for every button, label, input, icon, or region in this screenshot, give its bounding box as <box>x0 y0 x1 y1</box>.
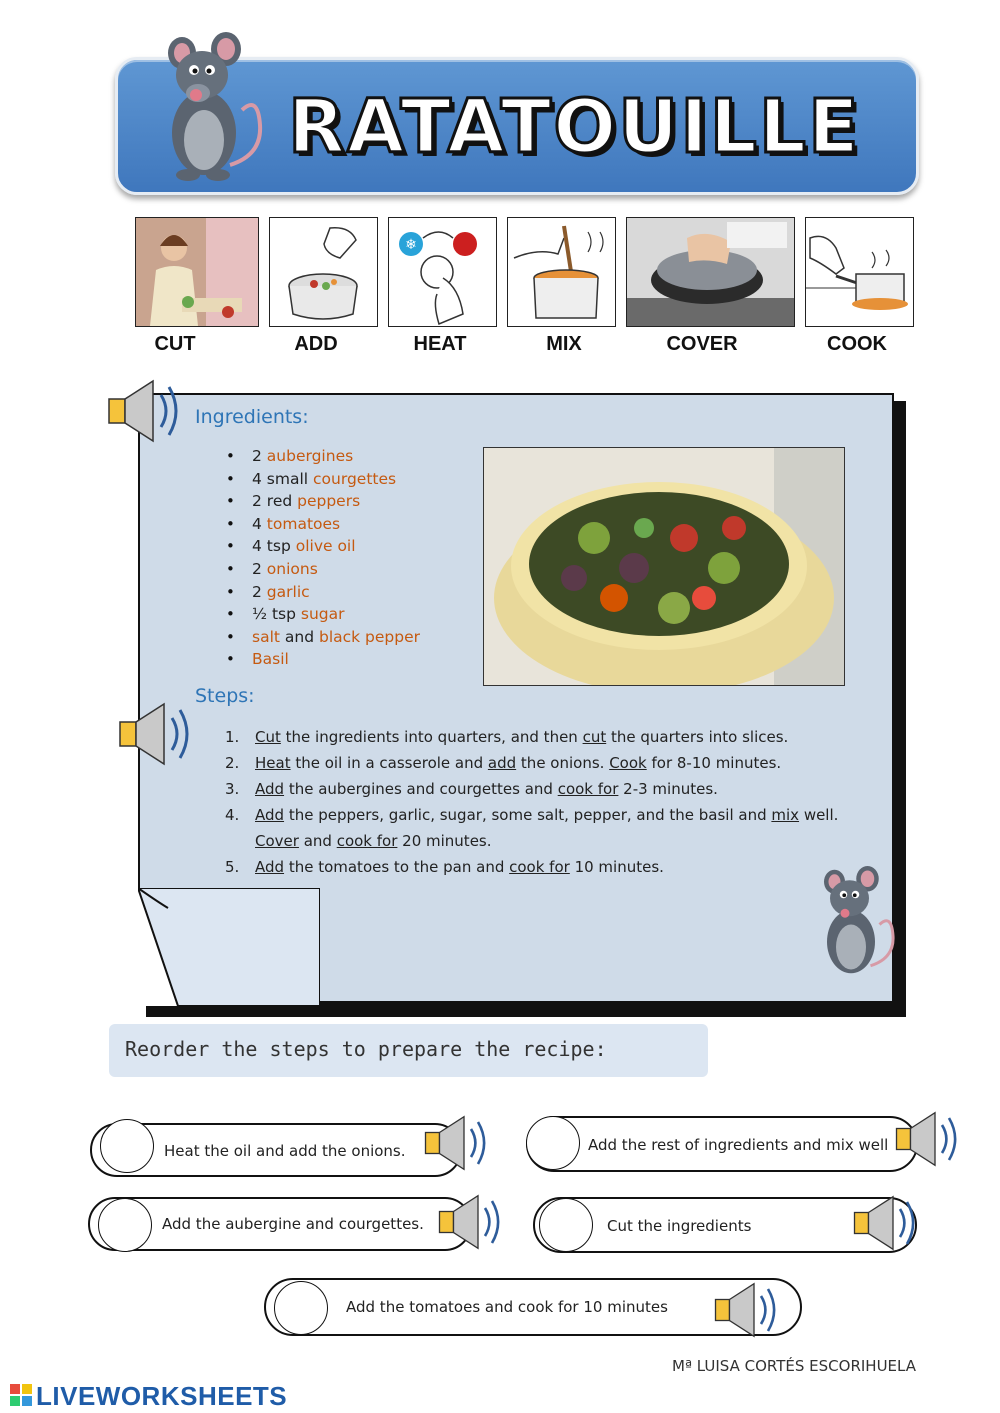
step-text: 10 minutes. <box>569 858 664 876</box>
cooking-verb: Cover <box>255 832 299 850</box>
list-item: • 4 tomatoes <box>226 513 486 536</box>
step-text: the ingredients into quarters, and then <box>280 728 583 746</box>
page-curl-corner <box>138 888 320 1006</box>
list-item: • 2 red peppers <box>226 490 486 513</box>
rat-mascot-icon <box>152 15 272 185</box>
verb-card-cook <box>805 217 914 327</box>
step-text: and <box>298 832 337 850</box>
heat-dial-icon <box>389 218 496 326</box>
cook-pot-icon <box>806 218 913 326</box>
list-item <box>225 776 855 802</box>
verb-label-cook: COOK <box>827 333 887 355</box>
speaker-icon <box>105 377 185 445</box>
step-text: the onions. <box>516 754 610 772</box>
option-1-audio-button[interactable] <box>422 1113 492 1177</box>
step-text: for 8-10 minutes. <box>646 754 782 772</box>
add-to-pot-icon <box>270 218 377 326</box>
order-answer-input[interactable] <box>274 1281 328 1335</box>
speaker-icon <box>116 700 196 768</box>
list-item: • ½ tsp sugar <box>226 603 486 626</box>
order-answer-input[interactable] <box>100 1119 154 1173</box>
steps-heading: Steps: <box>195 685 255 707</box>
list-item: • Basil <box>226 648 486 671</box>
list-item <box>225 854 855 880</box>
reorder-option-1: Heat the oil and add the onions. <box>90 1123 462 1177</box>
verb-label-add: ADD <box>294 333 338 355</box>
list-item: • 2 onions <box>226 558 486 581</box>
step-text: 20 minutes. <box>397 832 492 850</box>
speaker-icon <box>712 1280 782 1340</box>
step-number: 4. <box>225 806 240 824</box>
step-number: 5. <box>225 858 240 876</box>
cover-pan-icon <box>627 218 794 326</box>
speaker-icon <box>851 1193 921 1253</box>
verb-card-cover <box>626 217 795 327</box>
verb-card-add <box>269 217 378 327</box>
order-answer-input[interactable] <box>98 1198 152 1252</box>
verb-card-mix <box>507 217 616 327</box>
step-text: the aubergines and courgettes and <box>284 780 558 798</box>
step-text: the peppers, garlic, sugar, some salt, pepper, and the basil and <box>284 806 772 824</box>
verb-label-cut: CUT <box>154 333 196 355</box>
cooking-verb: Add <box>255 806 285 824</box>
steps-list <box>225 724 855 880</box>
cooking-verb: cut <box>582 728 607 746</box>
verb-label-heat: HEAT <box>413 333 467 355</box>
list-item: • 4 small courgettes <box>226 468 486 491</box>
mix-pot-icon <box>508 218 615 326</box>
step-text: 2-3 minutes. <box>618 780 718 798</box>
reorder-option-3: Add the aubergine and courgettes. <box>88 1197 472 1251</box>
ingredients-heading: Ingredients: <box>195 406 309 428</box>
liveworksheets-logo-icon <box>10 1384 34 1408</box>
cooking-verb: Add <box>255 858 285 876</box>
cooking-verb: Cut <box>255 728 281 746</box>
step-number: 1. <box>225 728 240 746</box>
speaker-icon <box>893 1109 963 1169</box>
reorder-option-4: Cut the ingredients <box>533 1197 917 1253</box>
list-item: • 2 garlic <box>226 581 486 604</box>
page-title: RATATOUILLE <box>288 84 861 170</box>
cooking-verb: mix <box>771 806 800 824</box>
list-item: • 2 aubergines <box>226 445 486 468</box>
cooking-verb: cook for <box>509 858 570 876</box>
footer-brand[interactable]: LIVEWORKSHEETS <box>36 1381 288 1411</box>
order-answer-input[interactable] <box>526 1116 580 1170</box>
speaker-icon <box>436 1192 506 1252</box>
reorder-option-2: Add the rest of ingredients and mix well <box>526 1116 918 1172</box>
option-4-audio-button[interactable] <box>851 1193 921 1257</box>
reorder-option-5: Add the tomatoes and cook for 10 minutes <box>264 1278 802 1336</box>
cooking-verb: Cook <box>609 754 647 772</box>
rat-mascot-small-icon <box>812 842 902 992</box>
svg-text:❄: ❄ <box>405 237 417 253</box>
verb-card-cut <box>135 217 259 327</box>
cooking-verb: Heat <box>255 754 291 772</box>
verb-label-mix: MIX <box>546 333 582 355</box>
ingredients-list <box>226 445 486 671</box>
option-5-audio-button[interactable] <box>712 1280 782 1344</box>
ingredients-audio-button[interactable] <box>105 377 185 449</box>
option-3-audio-button[interactable] <box>436 1192 506 1256</box>
list-item <box>225 724 855 750</box>
list-item: • salt and black pepper <box>226 626 486 649</box>
reorder-instruction: Reorder the steps to prepare the recipe: <box>125 1037 607 1061</box>
cooking-verb: cook for <box>336 832 398 850</box>
steps-audio-button[interactable] <box>116 700 196 772</box>
list-item <box>225 750 855 776</box>
cooking-verb: cook for <box>557 780 619 798</box>
step-number: 3. <box>225 780 240 798</box>
reorder-instruction-box <box>109 1024 708 1077</box>
step-text: the quarters into slices. <box>606 728 789 746</box>
list-item: • 4 tsp olive oil <box>226 535 486 558</box>
cooking-verb: Add <box>255 780 285 798</box>
ratatouille-photo <box>483 447 845 686</box>
list-item <box>225 802 855 854</box>
cooking-verb: add <box>487 754 517 772</box>
verb-label-cover: COVER <box>666 333 738 355</box>
order-answer-input[interactable] <box>539 1198 593 1252</box>
step-text: well. <box>799 806 839 824</box>
step-number: 2. <box>225 754 240 772</box>
verb-card-heat <box>388 217 497 327</box>
speaker-icon <box>422 1113 492 1173</box>
step-text: the oil in a casserole and <box>290 754 488 772</box>
option-2-audio-button[interactable] <box>893 1109 963 1173</box>
step-text: the tomatoes to the pan and <box>284 858 510 876</box>
author-credit: Mª LUISA CORTÉS ESCORIHUELA <box>672 1357 916 1375</box>
cutting-vegetables-icon <box>136 218 258 326</box>
